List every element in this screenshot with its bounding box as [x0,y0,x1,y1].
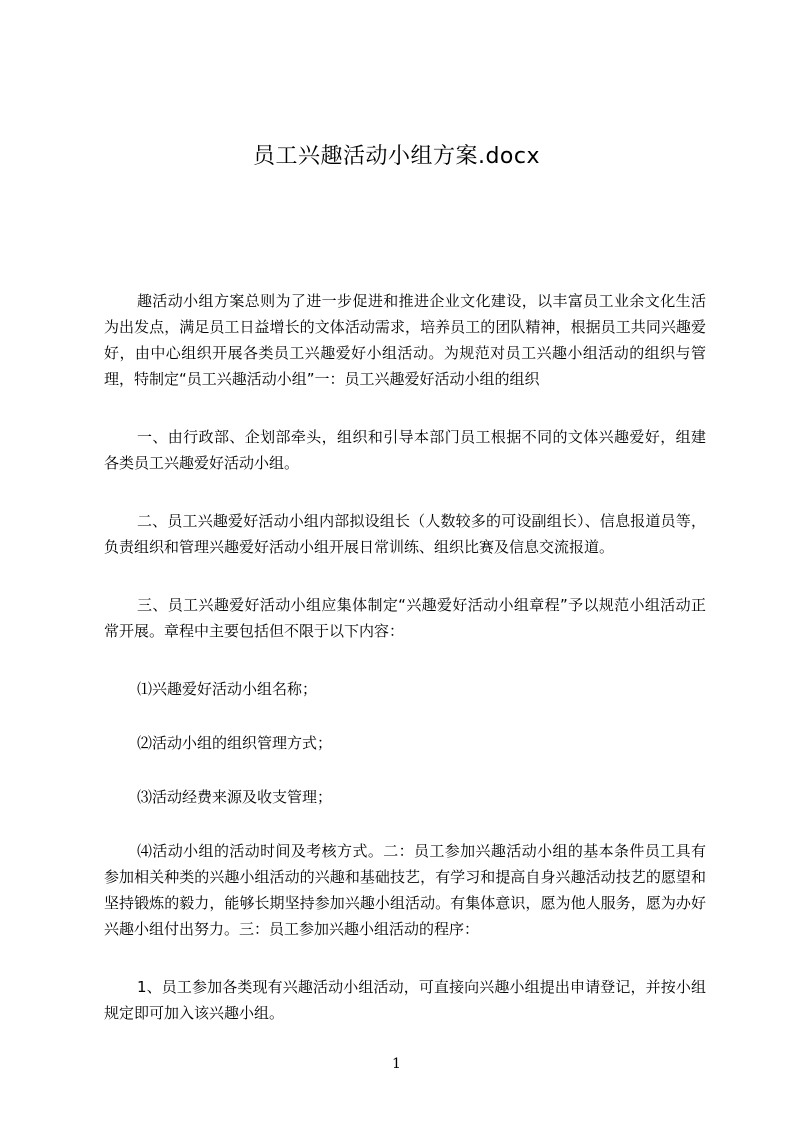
paragraph-section-2: 二、员工兴趣爱好活动小组内部拟设组长（人数较多的可设副组长）、信息报道员等，负责组织和管理兴趣爱好活动小组开展日常训练、组织比赛及信息交流报道。 [104,512,706,556]
paragraph-procedure-1: 1、员工参加各类现有兴趣活动小组活动，可直接向兴趣小组提出申请登记，并按小组规定即可加入该兴趣小组。 [104,978,706,1022]
paragraph-item-4-and-conditions: ⑷活动小组的活动时间及考核方式。二：员工参加兴趣活动小组的基本条件员工具有参加相关种类的兴趣小组活动的兴趣和基础技艺，有学习和提高自身兴趣活动技艺的愿望和坚持锻炼的毅力，能够长期坚持参加兴趣小组活动。有集体意识，愿为他人服务，愿为办好兴趣小组付出努力。三：员工参加兴趣小组活动的程序： [104,842,706,938]
paragraph-section-1: 一、由行政部、企划部牵头，组织和引导本部门员工根据不同的文体兴趣爱好，组建各类员工兴趣爱好活动小组。 [104,428,706,472]
list-item: ⑵活动小组的组织管理方式； [137,734,333,752]
list-item: ⑶活动经费来源及收支管理； [137,788,333,806]
paragraph-general-rules: 趣活动小组方案总则为了进一步促进和推进企业文化建设，以丰富员工业余文化生活为出发点，满足员工日益增长的文体活动需求，培养员工的团队精神，根据员工共同兴趣爱好，由中心组织开展各类员工兴趣爱好小组活动。为规范对员工兴趣小组活动的组织与管理，特制定“员工兴趣活动小组”一：员工兴趣爱好活动小组的组织 [104,292,706,388]
paragraph-section-3: 三、员工兴趣爱好活动小组应集体制定“兴趣爱好活动小组章程”予以规范小组活动正常开展。章程中主要包括但不限于以下内容： [104,596,706,640]
document-body [104,288,706,1058]
list-item: ⑴兴趣爱好活动小组名称； [137,680,318,698]
document-title: 员工兴趣活动小组方案.docx [252,144,541,169]
page-number: 1 [392,1056,401,1072]
